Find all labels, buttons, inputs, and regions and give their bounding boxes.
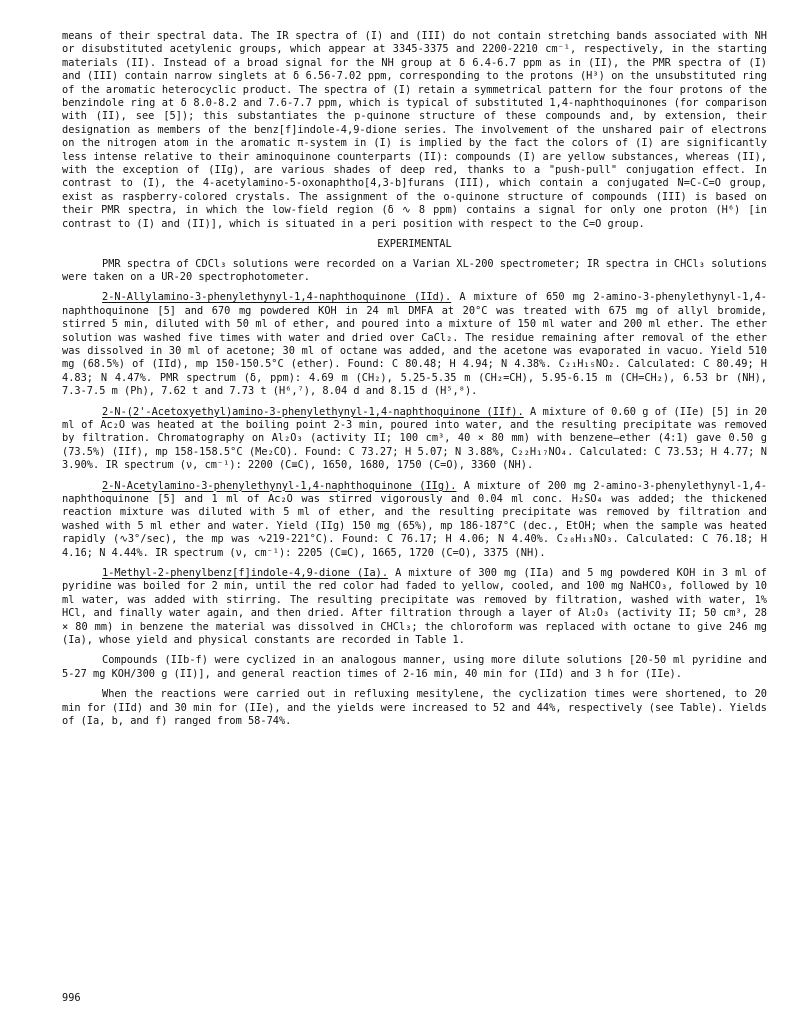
procedure-text: A mixture of 650 mg 2-amino-3-phenylethynyl-1,4-naphthoquinone [5] and 670 mg powdered KOH in 24 ml DMFA at 20°C was treated with 675 mg of allyl bromide, stirred 5 min, diluted with 50 ml of ether, and poured into a mixture of 150 ml water and 200 ml ether. The ether solution was washed five times with water and dried over CaCl₂. The residue remaining after removal of the ether was dissolved in 30 ml of acetone; 30 ml of octane was added, and the acetone was evaporated in vacuo. Yield 510 mg (68.5%) of (IId), mp 150-150.5°C (ether). Found: C 80.48; H 4.94; N 4.38%. C₂₁H₁₅NO₂. Calculated: C 80.49; H 4.83; N 4.47%. PMR spectrum (δ, ppm): 4.69 m (CH₂), 5.25-5.35 m (CH₂=CH), 5.95-6.15 m (CH=CH₂), 6.53 br (NH), 7.3-7.5 m (Ph), 7.62 t and 7.73 t (H⁶,⁷), 8.04 d and 8.15 d (H⁵,⁸).: [62, 291, 767, 398]
procedure-text: A mixture of 200 mg 2-amino-3-phenylethynyl-1,4-naphthoquinone [5] and 1 ml of Ac₂O was stirred vigorously and 0.04 ml conc. H₂SO₄ was added; the thickened reaction mixture was diluted with 5 ml of ether, and the resulting precipitate was removed by filtration and washed with 5 ml ether and water. Yield (IIg) 150 mg (65%), mp 186-187°C (dec., EtOH; when the sample was heated rapidly (∿3°/sec), the mp was ∿219-221°C). Found: C 76.17; H 4.06; N 4.40%. C₂₀H₁₃NO₃. Calculated: C 76.18; H 4.16; N 4.44%. IR spectrum (ν, cm⁻¹): 2205 (C≡C), 1665, 1720 (C=O), 3375 (NH).: [62, 479, 767, 559]
procedure-title: 2-N-Allylamino-3-phenylethynyl-1,4-naphthoquinone (IId).: [102, 291, 452, 304]
procedure-title: 1-Methyl-2-phenylbenz[f]indole-4,9-dione (Ia).: [102, 567, 389, 580]
methods-paragraph: PMR spectra of CDCl₃ solutions were recorded on a Varian XL-200 spectrometer; IR spectra in CHCl₃ solutions were taken on a UR-20 spectrophotometer.: [62, 257, 767, 283]
procedure-title: 2-N-Acetylamino-3-phenylethynyl-1,4-naphthoquinone (IIg).: [102, 479, 457, 492]
closing-paragraph: Compounds (IIb-f) were cyclized in an analogous manner, using more dilute solutions [20-50 ml pyridine and 5-27 mg KOH/300 g (II)], and general reaction times of 2-16 min, 40 min for (IId) and 3 h for (IIe).: [62, 654, 767, 680]
procedure-paragraph: [62, 480, 767, 560]
procedure-text: A mixture of 300 mg (IIa) and 5 mg powdered KOH in 3 ml of pyridine was boiled for 2 min, until the red color had faded to yellow, cooled, and 100 mg NaHCO₃, followed by 10 ml water, was added with stirring. The resulting precipitate was removed by filtration, washed with water, 1% HCl, and finally water again, and then dried. After filtration through a layer of Al₂O₃ (activity II; 50 cm³, 28 × 80 mm) in benzene the material was dissolved in CHCl₃; the chloroform was replaced with octane to give 246 mg (Ia), whose yield and physical constants are recorded in Table 1.: [62, 567, 767, 647]
article-body: [62, 30, 767, 729]
intro-paragraph: means of their spectral data. The IR spectra of (I) and (III) do not contain stretching bands associated with NH or disubstituted acetylenic groups, which appear at 3345-3375 and 2200-2210 cm⁻¹, respectively, in the starting materials (II). Instead of a broad signal for the NH group at δ 6.4-6.7 ppm as in (II), the PMR spectra of (I) and (III) contain narrow singlets at δ 6.56-7.02 ppm, corresponding to the protons (H³) on the unsubstituted ring of the aromatic heterocyclic product. The spectra of (I) retain a symmetrical pattern for the four protons of the benzindole ring at δ 8.0-8.2 and 7.6-7.7 ppm, which is typical of substituted 1,4-naphthoquinones (for comparison with (II), see [5]); this substantiates the p-quinone structure of these compounds and, by extension, their designation as members of the benz[f]indole-4,9-dione series. The involvement of the unshared pair of electrons on the nitrogen atom in the aromatic π-system in (I) is implied by the fact the colors of (I) are significantly less intense relative to their aminoquinone counterparts (II): compounds (I) are yellow substances, whereas (II), with the exception of (IIg), are various shades of deep red, thanks to a "push-pull" conjugation effect. In contrast to (I), the 4-acetylamino-5-oxonaphtho[4,3-b]furans (III), which contain a conjugated N=C-C=O group, exist as raspberry-colored crystals. The assignment of the o-quinone structure of compounds (III) is based on their PMR spectra, in which the low-field region (δ ∿ 8 ppm) contains a signal for only one proton (H⁶) [in contrast to (I) and (II)], which is situated in a peri position with respect to the C=O group.: [62, 30, 767, 230]
procedure-text: A mixture of 0.60 g of (IIe) [5] in 20 ml of Ac₂O was heated at the boiling point 2-3 min, poured into water, and the resulting precipitate was removed by filtration. Chromatography on Al₂O₃ (activity II; 100 cm³, 40 × 80 mm) with benzene–ether (4:1) gave 0.50 g (73.5%) (IIf), mp 158-158.5°C (Me₂CO). Found: C 73.27; H 5.07; N 3.88%, C₂₂H₁₇NO₄. Calculated: C 73.53; H 4.77; N 3.90%. IR spectrum (ν, cm⁻¹): 2200 (C≡C), 1650, 1680, 1750 (C=O), 3360 (NH).: [62, 405, 767, 472]
procedure-paragraph: [62, 567, 767, 647]
procedure-title: 2-N-(2'-Acetoxyethyl)amino-3-phenylethynyl-1,4-naphthoquinone (IIf).: [102, 405, 524, 418]
procedure-paragraph: [62, 406, 767, 473]
page-number: 996: [62, 992, 81, 1004]
closing-paragraph: When the reactions were carried out in refluxing mesitylene, the cyclization times were shortened, to 20 min for (IId) and 30 min for (IIe), and the yields were increased to 52 and 44%, respectively (see Table). Yields of (Ia, b, and f) ranged from 58-74%.: [62, 688, 767, 728]
section-heading: EXPERIMENTAL: [377, 238, 452, 251]
procedure-paragraph: [62, 291, 767, 398]
